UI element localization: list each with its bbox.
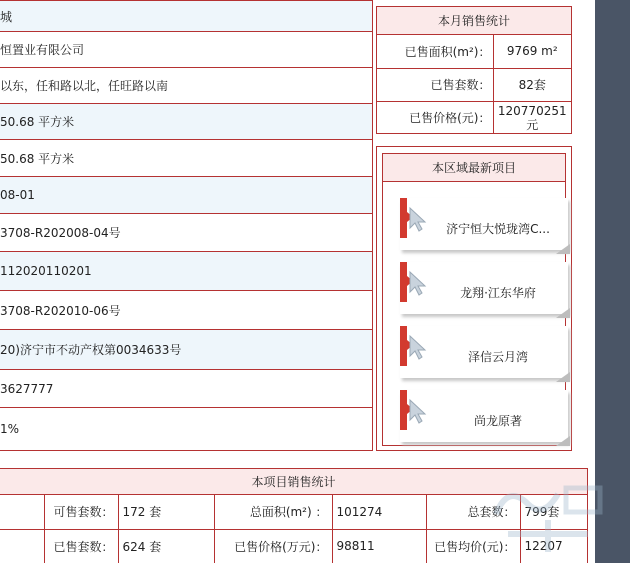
sold-price-value: 120770251元 [493, 101, 571, 134]
info-row: 1% [0, 408, 373, 451]
area-projects-panel [382, 153, 566, 446]
project-stats-title: 本项目销售统计 [0, 469, 587, 495]
info-row: 50.68 平方米 [0, 104, 373, 140]
info-row: 城 [0, 0, 373, 32]
sold-area-label: 已售面积(m²)： [377, 35, 493, 68]
sold-units-value: 82套 [493, 68, 571, 101]
sold-units-value: 624 套 [118, 529, 214, 563]
project-link[interactable] [400, 262, 568, 314]
empty-cell [0, 529, 44, 563]
monthly-stats-table [377, 35, 571, 134]
info-row: 50.68 平方米 [0, 140, 373, 177]
accent-bar [400, 390, 407, 430]
page-fold [556, 308, 570, 318]
area-projects-title: 本区域最新项目 [383, 154, 565, 182]
sold-price-label: 已售价格(万元)： [214, 529, 332, 563]
total-units-label: 总套数： [426, 495, 520, 529]
info-row: 112020110201 [0, 252, 373, 291]
project-info-table [0, 0, 373, 451]
page-fold [556, 244, 570, 254]
avg-price-value: 12207 [520, 529, 587, 563]
project-link[interactable] [400, 390, 568, 442]
info-row: 20)济宁市不动产权第0034633号 [0, 330, 373, 370]
project-link[interactable] [400, 198, 568, 250]
total-area-value: 101274 [332, 495, 426, 529]
accent-bar [400, 262, 407, 302]
monthly-stats-title: 本月销售统计 [377, 7, 571, 35]
info-row: 3708-R202010-06号 [0, 291, 373, 330]
sold-units-label: 已售套数： [44, 529, 118, 563]
empty-cell [0, 495, 44, 529]
cursor-arrow-icon [408, 334, 428, 360]
avg-price-label: 已售均价(元)： [426, 529, 520, 563]
project-link-label: 尚龙原著 [473, 414, 522, 428]
avail-units-value: 172 套 [118, 495, 214, 529]
cursor-arrow-icon [408, 270, 428, 296]
project-sales-stats [0, 468, 588, 563]
avail-units-label: 可售套数： [44, 495, 118, 529]
scrollbar-track[interactable] [595, 0, 630, 563]
total-area-label: 总面积(m²) ： [214, 495, 332, 529]
total-units-value: 799套 [524, 505, 560, 520]
area-latest-projects [376, 146, 572, 451]
monthly-sales-stats [376, 6, 572, 134]
info-row: 恒置业有限公司 [0, 32, 373, 68]
info-row: 08-01 [0, 177, 373, 214]
accent-bar [400, 326, 407, 366]
info-row: 3708-R202008-04号 [0, 214, 373, 252]
sold-price-label: 已售价格(元)： [377, 101, 493, 134]
cursor-arrow-icon [408, 398, 428, 424]
sold-units-label: 已售套数： [377, 68, 493, 101]
page-fold [556, 436, 570, 446]
accent-bar [400, 198, 407, 238]
project-link-label: 龙翔·江东华府 [460, 286, 536, 300]
project-link-label: 济宁恒大悦珑湾C... [446, 222, 550, 236]
project-link-label: 泽信云月湾 [467, 350, 528, 364]
sold-area-value: 9769 m² [506, 44, 558, 59]
info-row: 3627777 [0, 370, 373, 408]
cursor-arrow-icon [408, 206, 428, 232]
project-stats-table [0, 495, 587, 563]
page-fold [556, 372, 570, 382]
sold-price-value: 98811 [332, 529, 426, 563]
project-link[interactable] [400, 326, 568, 378]
info-row: 以东，任和路以北，任旺路以南 [0, 68, 373, 104]
